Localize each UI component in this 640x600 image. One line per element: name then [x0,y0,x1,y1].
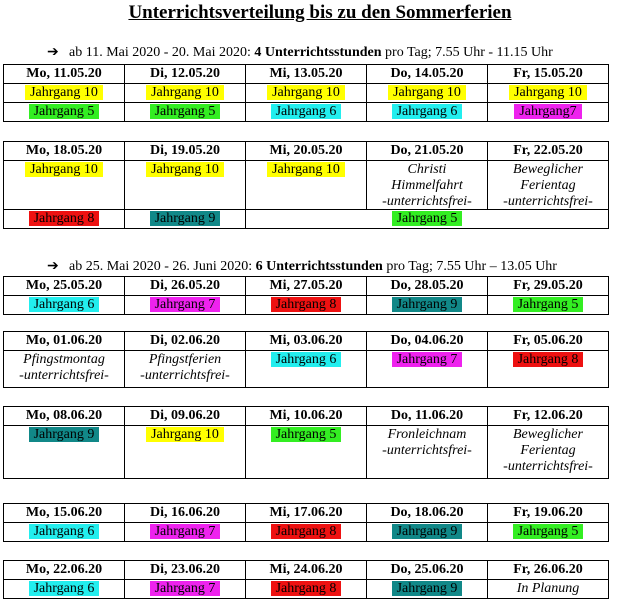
schedule-cell [367,296,488,315]
table-row [4,580,609,599]
grade-label: Jahrgang 9 [29,427,100,442]
grade-label: Jahrgang 5 [150,104,221,119]
schedule-cell [367,161,488,210]
grade-label: Jahrgang 8 [271,524,342,539]
day-header: Mo, 08.06.20 [4,407,125,426]
grade-label: Jahrgang 6 [29,524,100,539]
day-header: Do, 18.06.20 [367,504,488,523]
grade-label: Jahrgang 5 [29,104,100,119]
schedule-cell [488,523,609,542]
day-header: Di, 16.06.20 [125,504,246,523]
week-table [3,141,609,229]
schedule-cell [125,296,246,315]
schedule-cell [488,161,609,210]
day-header: Do, 21.05.20 [367,142,488,161]
arrow-right-icon: ➔ [47,45,59,60]
week-table [3,406,609,479]
schedule-cell [4,351,125,388]
grade-label: Jahrgang 7 [150,297,221,312]
grade-label: Jahrgang 10 [25,162,103,177]
grade-label: Jahrgang 6 [271,352,342,367]
grade-label: Jahrgang 6 [29,581,100,596]
grade-label: Jahrgang 7 [392,352,463,367]
period-note-1 [47,44,637,61]
schedule-cell [125,161,246,210]
grade-label: Jahrgang 10 [267,162,345,177]
day-header: Mo, 11.05.20 [4,65,125,84]
holiday-note-line: In Planung [516,581,580,596]
grade-label: Jahrgang 6 [271,104,342,119]
table-row [4,84,609,103]
schedule-cell [367,523,488,542]
day-header: Di, 26.05.20 [125,277,246,296]
grade-label: Jahrgang 10 [267,85,345,100]
schedule-cell [125,210,246,229]
schedule-cell [4,210,125,229]
schedule-cell [125,426,246,479]
holiday-note-line: -unterrichtsfrei- [382,443,472,458]
holiday-note-line: -unterrichtsfrei- [140,368,230,383]
day-header: Di, 09.06.20 [125,407,246,426]
day-header: Fr, 19.06.20 [488,504,609,523]
grade-label: Jahrgang 7 [150,581,221,596]
day-header: Mo, 22.06.20 [4,561,125,580]
table-row [4,103,609,122]
schedule-cell [125,523,246,542]
schedule-cell [246,426,367,479]
day-header: Do, 04.06.20 [367,332,488,351]
schedule-cell [4,103,125,122]
note-bold: 6 Unterrichtsstunden [255,259,383,274]
period-note-2 [47,258,637,275]
day-header: Mo, 25.05.20 [4,277,125,296]
grade-label: Jahrgang 7 [150,524,221,539]
holiday-note-line: Pfingstmontag [23,352,105,367]
day-header: Mi, 20.05.20 [246,142,367,161]
day-header: Do, 28.05.20 [367,277,488,296]
day-header: Di, 12.05.20 [125,65,246,84]
schedule-cell [125,580,246,599]
day-header: Do, 14.05.20 [367,65,488,84]
day-header-row [4,407,609,426]
schedule-cell [125,351,246,388]
week-table [3,276,609,315]
grade-label: Jahrgang 8 [271,297,342,312]
note-post: pro Tag; 7.55 Uhr - 11.15 Uhr [381,45,553,60]
page-title: Unterrichtsverteilung bis zu den Sommerferien [128,2,512,23]
day-header: Mi, 27.05.20 [246,277,367,296]
grade-label: Jahrgang 8 [29,211,100,226]
note-post: pro Tag; 7.55 Uhr – 13.05 Uhr [382,259,557,274]
grade-label: Jahrgang 10 [146,162,224,177]
table-row [4,161,609,210]
schedule-cell [367,426,488,479]
day-header: Do, 25.06.20 [367,561,488,580]
day-header: Di, 19.05.20 [125,142,246,161]
grade-label: Jahrgang 10 [25,85,103,100]
grade-label: Jahrgang7 [514,104,581,119]
holiday-note-line: -unterrichtsfrei- [503,459,593,474]
schedule-cell [488,296,609,315]
holiday-note-line: Himmelfahrt [391,178,463,193]
holiday-note-line: -unterrichtsfrei- [382,194,472,209]
day-header: Mi, 13.05.20 [246,65,367,84]
grade-label: Jahrgang 5 [392,211,463,226]
day-header: Fr, 05.06.20 [488,332,609,351]
schedule-cell [246,523,367,542]
day-header-row [4,277,609,296]
day-header: Fr, 29.05.20 [488,277,609,296]
day-header: Mo, 18.05.20 [4,142,125,161]
grade-label: Jahrgang 9 [150,211,221,226]
holiday-note-line: -unterrichtsfrei- [503,194,593,209]
day-header-row [4,561,609,580]
grade-label: Jahrgang 9 [392,581,463,596]
day-header: Do, 11.06.20 [367,407,488,426]
holiday-note-line: Ferientag [520,178,576,193]
day-header: Mo, 01.06.20 [4,332,125,351]
day-header: Fr, 26.06.20 [488,561,609,580]
schedule-cell [367,580,488,599]
grade-label: Jahrgang 10 [146,427,224,442]
schedule-cell [488,580,609,599]
day-header: Mo, 15.06.20 [4,504,125,523]
schedule-cell [246,351,367,388]
day-header: Fr, 22.05.20 [488,142,609,161]
schedule-cell [4,84,125,103]
schedule-cell [367,103,488,122]
week-table [3,331,609,388]
holiday-note-line: Ferientag [520,443,576,458]
day-header: Mi, 17.06.20 [246,504,367,523]
grade-label: Jahrgang 5 [271,427,342,442]
schedule-cell [4,161,125,210]
day-header: Fr, 12.06.20 [488,407,609,426]
schedule-cell [488,84,609,103]
table-row [4,426,609,479]
day-header: Mi, 10.06.20 [246,407,367,426]
schedule-cell [246,161,367,210]
day-header-row [4,332,609,351]
holiday-note-line: Pfingstferien [148,352,222,367]
schedule-cell [246,296,367,315]
schedule-cell [488,426,609,479]
note-bold: 4 Unterrichtsstunden [254,45,382,60]
schedule-cell [125,84,246,103]
grade-label: Jahrgang 5 [513,297,584,312]
schedule-cell [4,296,125,315]
grade-label: Jahrgang 6 [392,104,463,119]
grade-label: Jahrgang 5 [513,524,584,539]
day-header: Fr, 15.05.20 [488,65,609,84]
grade-label: Jahrgang 10 [388,85,466,100]
schedule-cell [367,351,488,388]
day-header-row [4,65,609,84]
day-header-row [4,504,609,523]
grade-label: Jahrgang 9 [392,297,463,312]
day-header: Mi, 24.06.20 [246,561,367,580]
week-table [3,64,609,122]
week-table [3,560,609,599]
grade-label: Jahrgang 8 [271,581,342,596]
grade-label: Jahrgang 10 [146,85,224,100]
schedule-cell [4,523,125,542]
table-row [4,351,609,388]
schedule-cell [367,84,488,103]
schedule-cell [246,210,609,229]
note-pre: ab 25. Mai 2020 - 26. Juni 2020: [69,259,256,274]
grade-label: Jahrgang 8 [513,352,584,367]
schedule-cell [4,580,125,599]
note-pre: ab 11. Mai 2020 - 20. Mai 2020: [69,45,255,60]
schedule-cell [246,103,367,122]
holiday-note-line: Beweglicher [513,162,583,177]
table-row [4,523,609,542]
schedule-cell [125,103,246,122]
schedule-cell [4,426,125,479]
holiday-note-line: Christi [407,162,447,177]
grade-label: Jahrgang 6 [29,297,100,312]
day-header: Di, 23.06.20 [125,561,246,580]
holiday-note-line: Beweglicher [513,427,583,442]
holiday-note-line: -unterrichtsfrei- [19,368,109,383]
schedule-cell [246,84,367,103]
table-row [4,210,609,229]
table-row [4,296,609,315]
schedule-cell [488,103,609,122]
week-table [3,503,609,542]
schedule-cell [246,580,367,599]
grade-label: Jahrgang 9 [392,524,463,539]
day-header: Mi, 03.06.20 [246,332,367,351]
day-header: Di, 02.06.20 [125,332,246,351]
day-header-row [4,142,609,161]
grade-label: Jahrgang 10 [509,85,587,100]
holiday-note-line: Fronleichnam [387,427,467,442]
arrow-right-icon: ➔ [47,259,59,274]
schedule-cell [488,351,609,388]
